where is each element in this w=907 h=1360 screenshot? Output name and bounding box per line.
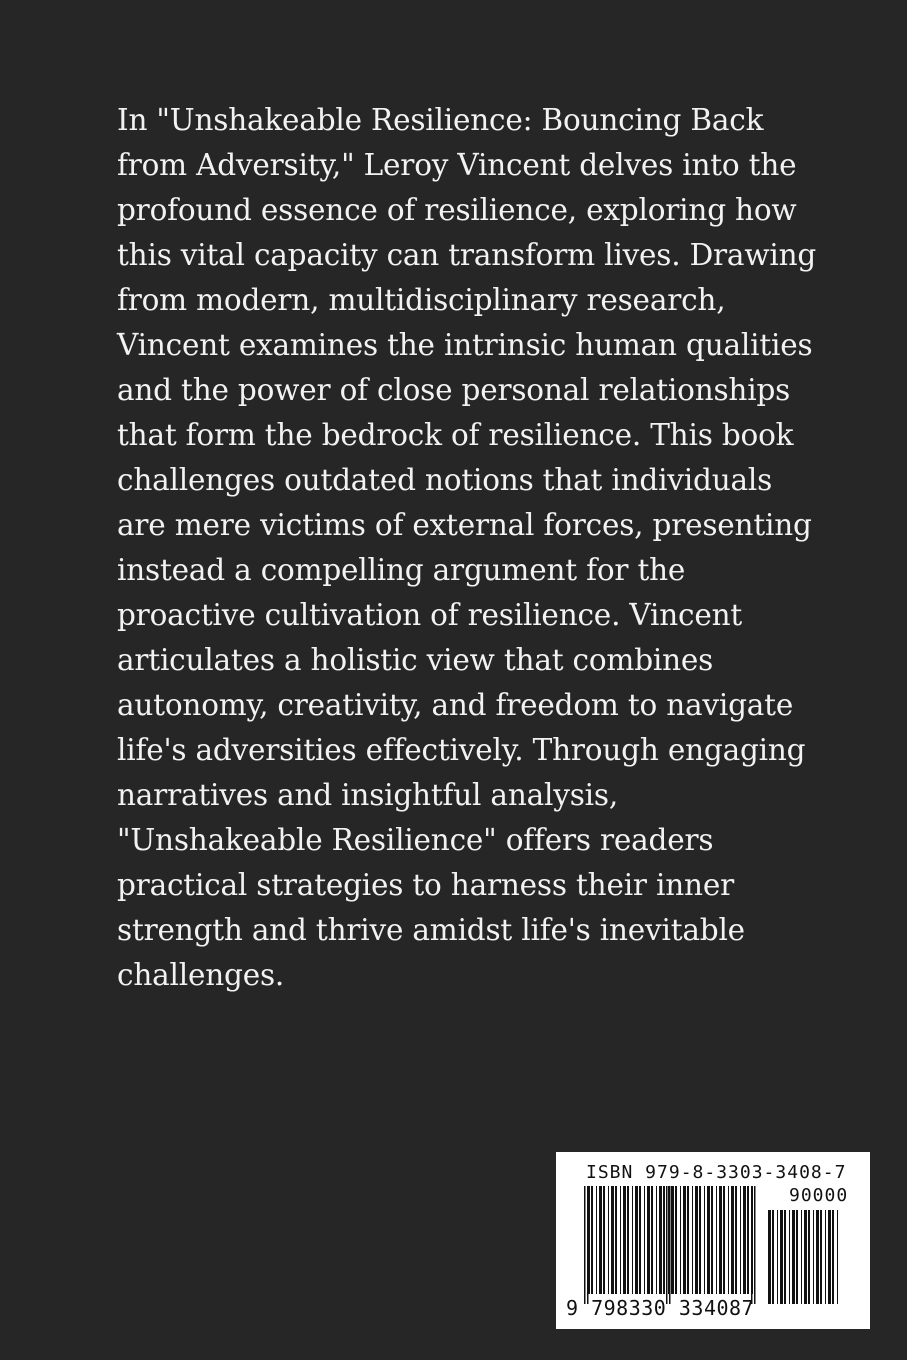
isbn-number: ISBN 979-8-3303-3408-7 [586, 1162, 847, 1183]
isbn-barcode-label [556, 1152, 870, 1329]
back-cover-description: In "Unshakeable Resilience: Bouncing Back from Adversity," Leroy Vincent delves into the profound essence of resilience, exploring how this vital capacity can transform lives. Drawing from modern, multidisciplinary research, Vincent examines the intrinsic human qualities and the power of close personal relationships that form the bedrock of resilience. This book challenges outdated notions that individuals are mere victims of external forces, presenting instead a compelling argument for the proactive cultivation of resilience. Vincent articulates a holistic view that combines autonomy, creativity, and freedom to navigate life's adversities effectively. Through engaging narratives and insightful analysis, "Unshakeable Resilience" offers readers practical strategies to harness their inner strength and thrive amidst life's inevitable challenges. [117, 103, 817, 992]
price-code: 90000 [789, 1185, 849, 1206]
ean-digits: 9 798330 334087 [566, 1296, 755, 1320]
